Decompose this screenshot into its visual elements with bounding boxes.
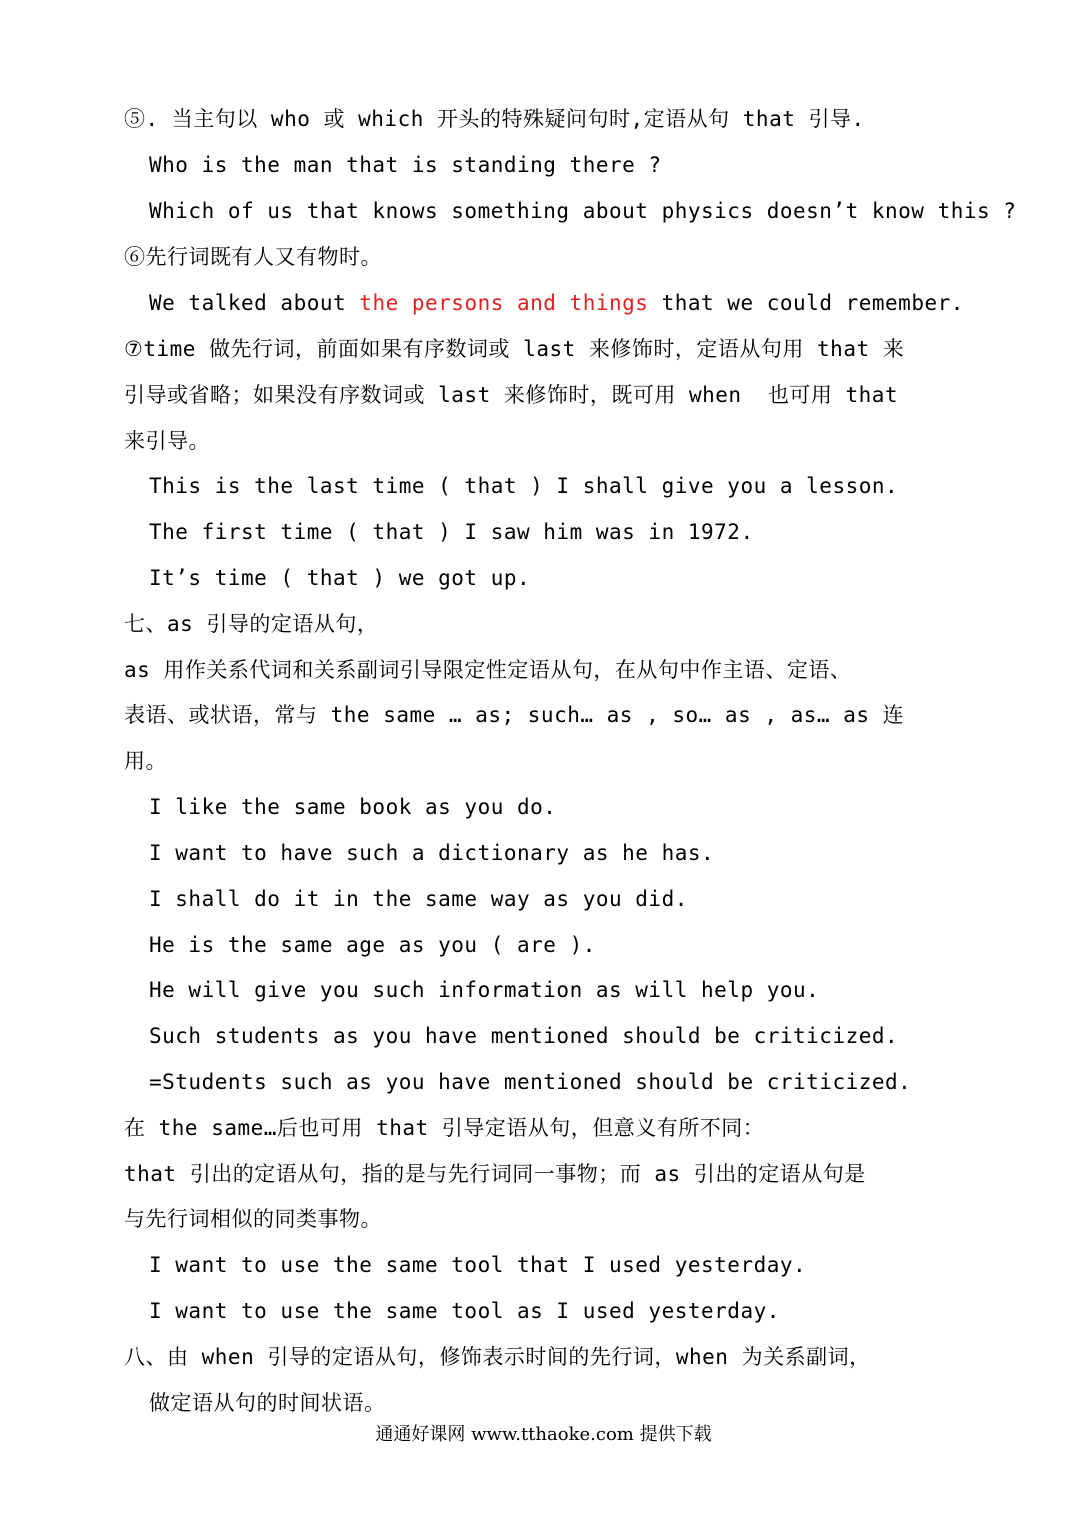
example-sentence: He is the same age as you ( are ). <box>149 933 596 957</box>
example-sentence: It’s time ( that ) we got up. <box>149 566 531 590</box>
rule-7-heading: ⑦time 做先行词，前面如果有序数词或 last 来修饰时，定语从句用 that 来 <box>124 337 905 361</box>
sentence-part: that we could remember. <box>648 291 964 315</box>
section-7-text: 表语、或状语，常与 the same … as; such… as , so… as , as… as 连 <box>124 703 905 727</box>
sentence-part: We talked about <box>149 291 360 315</box>
rule-6-heading: ⑥先行词既有人又有物时。 <box>124 245 382 269</box>
section-7-heading: 七、as 引导的定语从句， <box>124 612 379 636</box>
page-footer: 通通好课网 www.tthaoke.com 提供下载 <box>375 1424 712 1445</box>
comparison-text: 在 the same…后也可用 that 引导定语从句，但意义有所不同： <box>124 1116 765 1140</box>
example-sentence: This is the last time ( that ) I shall give you a lesson. <box>149 474 899 498</box>
section-7-text: 用。 <box>124 749 167 773</box>
section-8-text: 做定语从句的时间状语。 <box>149 1391 386 1415</box>
comparison-text: that 引出的定语从句，指的是与先行词同一事物；而 as 引出的定语从句是 <box>124 1162 866 1186</box>
section-7-text: as 用作关系代词和关系副词引导限定性定语从句，在从句中作主语、定语、 <box>124 658 852 682</box>
section-8-heading: 八、由 when 引导的定语从句，修饰表示时间的先行词，when 为关系副词， <box>124 1345 871 1369</box>
example-sentence: I want to have such a dictionary as he has. <box>149 841 715 865</box>
example-sentence: He will give you such information as will help you. <box>149 978 820 1002</box>
example-sentence: I want to use the same tool that I used yesterday. <box>149 1253 807 1277</box>
rule-5-heading: ⑤. 当主句以 who 或 which 开头的特殊疑问句时,定语从句 that 引导. <box>124 107 865 131</box>
example-sentence: Who is the man that is standing there ? <box>149 153 662 177</box>
example-sentence-highlighted <box>149 289 964 317</box>
example-sentence: I want to use the same tool as I used yesterday. <box>149 1299 780 1323</box>
rule-7-text: 来引导。 <box>124 429 210 453</box>
comparison-text: 与先行词相似的同类事物。 <box>124 1207 382 1231</box>
example-sentence: Which of us that knows something about physics doesn’t know this ? <box>149 199 1017 223</box>
example-sentence: =Students such as you have mentioned should be criticized. <box>149 1070 912 1094</box>
highlighted-phrase: the persons and things <box>359 291 649 315</box>
example-sentence: I shall do it in the same way as you did. <box>149 887 688 911</box>
example-sentence: Such students as you have mentioned should be criticized. <box>149 1024 899 1048</box>
example-sentence: The first time ( that ) I saw him was in 1972. <box>149 520 754 544</box>
example-sentence: I like the same book as you do. <box>149 795 557 819</box>
rule-7-text: 引导或省略；如果没有序数词或 last 来修饰时，既可用 when 也可用 that <box>124 383 899 407</box>
